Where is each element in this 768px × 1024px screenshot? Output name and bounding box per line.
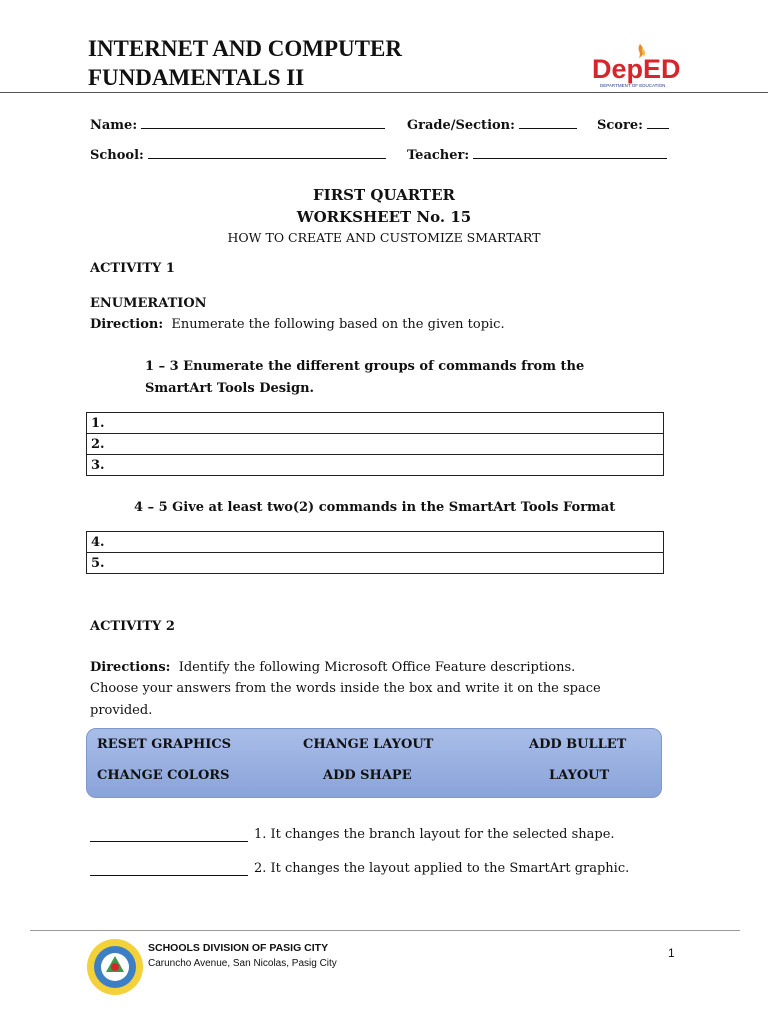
question-4-5: 4 – 5 Give at least two(2) commands in the SmartArt Tools Format: [134, 500, 616, 515]
word-bank-item: RESET GRAPHICS: [97, 737, 232, 752]
answer-blank-2[interactable]: [90, 875, 248, 876]
school-label: School:: [90, 148, 144, 163]
score-label: Score:: [597, 118, 643, 133]
quarter-heading: FIRST QUARTER: [313, 186, 455, 204]
table-row[interactable]: [87, 413, 664, 434]
logo-wordmark: DepED: [592, 54, 681, 84]
school-blank[interactable]: [148, 146, 386, 159]
worksheet-heading: WORKSHEET No. 15: [296, 208, 472, 226]
direction-text: Enumerate the following based on the given topic.: [171, 317, 505, 332]
word-bank-item: CHANGE COLORS: [97, 768, 230, 783]
answer-table-1-3: [86, 412, 664, 476]
item-1-description: 1. It changes the branch layout for the selected shape.: [254, 827, 615, 842]
direction-label: Direction:: [90, 317, 164, 332]
question-1-3-line-1: 1 – 3 Enumerate the different groups of commands from the: [145, 359, 585, 374]
teacher-label: Teacher:: [407, 148, 470, 163]
item-2-description: 2. It changes the layout applied to the SmartArt graphic.: [254, 861, 630, 876]
activity-2-label: ACTIVITY 2: [90, 619, 175, 634]
teacher-blank[interactable]: [473, 146, 667, 159]
directions-text-1: Identify the following Microsoft Office Feature descriptions.: [178, 660, 576, 675]
answer-table-4-5: [86, 531, 664, 574]
score-blank[interactable]: [647, 116, 669, 129]
school-field[interactable]: [90, 146, 386, 163]
grade-section-field[interactable]: [407, 116, 577, 133]
word-bank-item: ADD SHAPE: [323, 768, 412, 783]
answer-cell[interactable]: 3.: [87, 455, 664, 476]
table-row[interactable]: [87, 532, 664, 553]
activity-2-directions-line-2: Choose your answers from the words inside the box and write it on the space: [90, 681, 601, 696]
activity-1-label: ACTIVITY 1: [90, 261, 175, 276]
answer-cell[interactable]: 2.: [87, 434, 664, 455]
topic-heading: HOW TO CREATE AND CUSTOMIZE SMARTART: [227, 230, 541, 245]
table-row[interactable]: [87, 553, 664, 574]
teacher-field[interactable]: [407, 146, 667, 163]
word-bank-item: ADD BULLET: [529, 737, 627, 752]
word-bank-box: [86, 728, 662, 798]
answer-blank-1[interactable]: [90, 841, 248, 842]
document-title: [88, 34, 508, 92]
pasig-seal-icon: [86, 938, 144, 996]
footer-divider: [30, 930, 740, 931]
grade-section-blank[interactable]: [519, 116, 577, 129]
activity-2-directions-line-1: [90, 660, 575, 675]
grade-section-label: Grade/Section:: [407, 118, 515, 133]
title-line-1: INTERNET AND COMPUTER: [88, 36, 402, 61]
activity-2-directions-line-3: provided.: [90, 703, 153, 718]
name-label: Name:: [90, 118, 138, 133]
activity-1-direction: [90, 317, 505, 332]
page-number: 1: [668, 946, 675, 960]
title-line-2: FUNDAMENTALS II: [88, 65, 305, 90]
word-bank-item: LAYOUT: [549, 768, 610, 783]
table-row[interactable]: [87, 455, 664, 476]
answer-cell[interactable]: 1.: [87, 413, 664, 434]
question-1-3-line-2: SmartArt Tools Design.: [145, 381, 315, 396]
answer-cell[interactable]: 4.: [87, 532, 664, 553]
answer-cell[interactable]: 5.: [87, 553, 664, 574]
footer-division-name: SCHOOLS DIVISION OF PASIG CITY: [148, 942, 329, 954]
deped-logo: [592, 40, 684, 90]
name-field[interactable]: [90, 116, 385, 133]
logo-subtext: DEPARTMENT OF EDUCATION: [600, 83, 666, 88]
directions-label: Directions:: [90, 660, 171, 675]
header-divider: [0, 92, 768, 93]
table-row[interactable]: [87, 434, 664, 455]
footer-address: Caruncho Avenue, San Nicolas, Pasig City: [148, 958, 337, 969]
score-field[interactable]: [597, 116, 669, 133]
word-bank-item: CHANGE LAYOUT: [303, 737, 434, 752]
enumeration-label: ENUMERATION: [90, 296, 207, 311]
name-blank[interactable]: [141, 116, 385, 129]
